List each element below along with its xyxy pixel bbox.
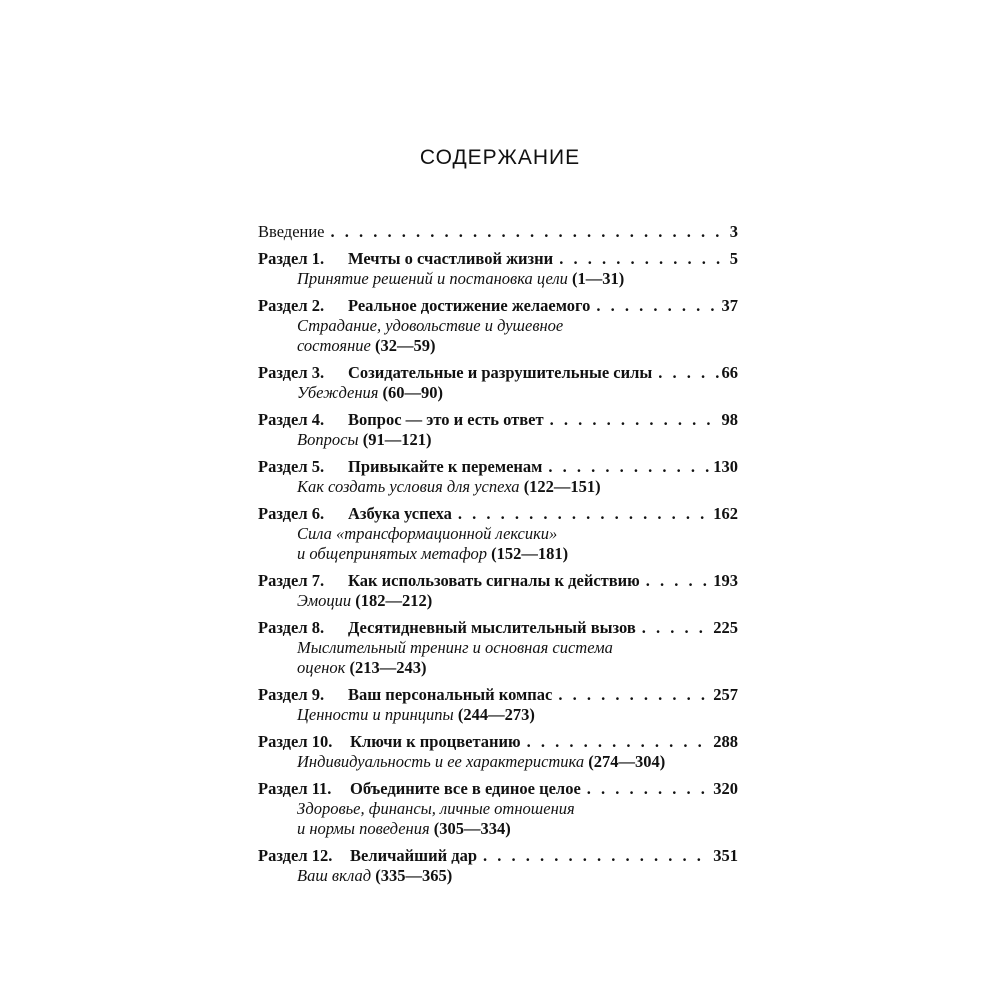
toc-section-number: Раздел 2. — [258, 296, 325, 315]
toc-section-subtitle — [258, 316, 738, 356]
toc-leader-dots — [550, 410, 719, 430]
toc-section-number: Раздел 1. — [258, 249, 325, 268]
toc-page-number: 351 — [713, 846, 738, 865]
toc-section-number: Раздел 3. — [258, 363, 325, 382]
toc-page-range: (152—181) — [491, 544, 569, 563]
toc-page-number: 225 — [713, 618, 738, 637]
toc-subtitle-text: Убеждения — [297, 383, 379, 402]
toc-section-subtitle — [258, 477, 738, 497]
toc-section-title: Азбука успеха — [348, 504, 452, 523]
toc-page-number: 193 — [713, 571, 738, 590]
toc-subtitle-line — [297, 383, 738, 403]
toc-subtitle-line — [297, 591, 738, 611]
toc-section-number: Раздел 9. — [258, 685, 325, 704]
toc-section-title: Вопрос — это и есть ответ — [348, 410, 544, 429]
toc-subtitle-line — [297, 336, 738, 356]
page-title: СОДЕРЖАНИЕ — [419, 146, 581, 169]
toc-page-number: 98 — [721, 410, 738, 429]
toc-section-subtitle — [258, 799, 738, 839]
toc-page-range: (1—31) — [572, 269, 625, 288]
toc-leader-dots — [596, 296, 718, 316]
toc-section-title: Десятидневный мыслительный вызов — [348, 618, 636, 637]
toc-page-range: (335—365) — [375, 866, 453, 885]
toc-entry — [258, 296, 738, 356]
toc-entry — [258, 571, 738, 611]
toc-leader-dots — [548, 457, 710, 477]
toc-subtitle-text: состояние — [297, 336, 371, 355]
toc-entry — [258, 618, 738, 678]
toc-subtitle-text: Ценности и принципы — [297, 705, 454, 724]
toc-entry-intro — [258, 222, 738, 242]
toc-subtitle-line — [297, 638, 738, 658]
toc-section-subtitle — [258, 524, 738, 564]
toc-subtitle-line — [297, 316, 738, 336]
toc-entry — [258, 457, 738, 497]
toc-leader-dots — [559, 249, 727, 269]
toc-subtitle-text: Индивидуальность и ее характеристика — [297, 752, 585, 771]
toc-subtitle-text: Мыслительный тренинг и основная система — [297, 638, 613, 657]
toc-entry — [258, 685, 738, 725]
toc-subtitle-line — [297, 866, 738, 886]
toc-entry — [258, 504, 738, 564]
toc-section-number: Раздел 4. — [258, 410, 325, 429]
toc-subtitle-line — [297, 705, 738, 725]
toc-section-subtitle — [258, 638, 738, 678]
toc-page-range: (91—121) — [362, 430, 432, 449]
toc-subtitle-text: Эмоции — [297, 591, 352, 610]
toc-section-title: Объедините все в единое целое — [350, 779, 581, 798]
toc-section-subtitle — [258, 269, 738, 289]
toc-page-range: (274—304) — [588, 752, 666, 771]
table-of-contents — [258, 222, 738, 893]
toc-page-range: (32—59) — [375, 336, 436, 355]
toc-page-number: 130 — [713, 457, 738, 476]
toc-subtitle-line — [297, 524, 738, 544]
toc-leader-dots — [458, 504, 710, 524]
toc-page-range: (122—151) — [523, 477, 601, 496]
toc-intro-label: Введение — [258, 222, 325, 241]
toc-subtitle-line — [297, 544, 738, 564]
toc-subtitle-line — [297, 430, 738, 450]
toc-subtitle-text: Ваш вклад — [297, 866, 372, 885]
toc-subtitle-text: Сила «трансформационной лексики» — [297, 524, 558, 543]
toc-page-range: (213—243) — [349, 658, 427, 677]
toc-entry — [258, 410, 738, 450]
toc-leader-dots — [483, 846, 710, 866]
toc-section-title: Привыкайте к переменам — [348, 457, 543, 476]
toc-sections — [258, 249, 738, 886]
toc-leader-dots — [527, 732, 711, 752]
toc-section-subtitle — [258, 866, 738, 886]
toc-subtitle-text: Вопросы — [297, 430, 359, 449]
toc-subtitle-text: Как создать условия для успеха — [297, 477, 520, 496]
toc-section-subtitle — [258, 591, 738, 611]
toc-section-subtitle — [258, 383, 738, 403]
toc-section-title: Реальное достижение желаемого — [348, 296, 591, 315]
toc-section-number: Раздел 10. — [258, 732, 333, 751]
toc-entry — [258, 732, 738, 772]
toc-section-number: Раздел 7. — [258, 571, 325, 590]
toc-page-number: 257 — [713, 685, 738, 704]
toc-entry — [258, 249, 738, 289]
toc-leader-dots — [587, 779, 710, 799]
toc-leader-dots — [646, 571, 710, 591]
toc-section-title: Ваш персональный компас — [348, 685, 553, 704]
toc-section-title: Ключи к процветанию — [350, 732, 521, 751]
toc-subtitle-line — [297, 477, 738, 497]
toc-section-title: Как использовать сигналы к действию — [348, 571, 640, 590]
toc-page-range: (305—334) — [433, 819, 511, 838]
toc-section-number: Раздел 8. — [258, 618, 325, 637]
toc-leader-dots — [331, 222, 727, 242]
toc-leader-dots — [658, 363, 718, 383]
toc-section-number: Раздел 5. — [258, 457, 325, 476]
toc-subtitle-line — [297, 799, 738, 819]
toc-page-number: 37 — [721, 296, 738, 315]
toc-subtitle-line — [297, 752, 738, 772]
toc-section-title: Мечты о счастливой жизни — [348, 249, 554, 268]
toc-entry — [258, 363, 738, 403]
toc-subtitle-line — [297, 819, 738, 839]
toc-page-number: 288 — [713, 732, 738, 751]
toc-subtitle-line — [297, 658, 738, 678]
toc-subtitle-text: Страдание, удовольствие и душевное — [297, 316, 564, 335]
toc-leader-dots — [642, 618, 710, 638]
toc-section-title: Созидательные и разрушительные силы — [348, 363, 653, 382]
toc-subtitle-text: Здоровье, финансы, личные отношения — [297, 799, 575, 818]
toc-page-range: (60—90) — [382, 383, 444, 402]
toc-subtitle-text: и общепринятых метафор — [297, 544, 488, 563]
toc-section-number: Раздел 6. — [258, 504, 325, 523]
toc-page-range: (182—212) — [355, 591, 433, 610]
toc-subtitle-text: оценок — [297, 658, 346, 677]
toc-subtitle-line — [297, 269, 738, 289]
toc-page-range: (244—273) — [457, 705, 535, 724]
toc-leader-dots — [558, 685, 710, 705]
toc-subtitle-text: Принятие решений и постановка цели — [297, 269, 568, 288]
toc-page-number: 5 — [729, 249, 738, 268]
toc-subtitle-text: и нормы поведения — [297, 819, 430, 838]
toc-section-subtitle — [258, 705, 738, 725]
toc-page-number: 320 — [713, 779, 738, 798]
toc-entry — [258, 846, 738, 886]
toc-section-subtitle — [258, 752, 738, 772]
toc-section-number: Раздел 12. — [258, 846, 333, 865]
toc-entry — [258, 779, 738, 839]
toc-page-number: 3 — [729, 222, 738, 241]
toc-page-number: 162 — [713, 504, 738, 523]
toc-section-number: Раздел 11. — [258, 779, 332, 798]
toc-section-subtitle — [258, 430, 738, 450]
toc-section-title: Величайший дар — [350, 846, 477, 865]
toc-page-number: 66 — [721, 363, 738, 382]
